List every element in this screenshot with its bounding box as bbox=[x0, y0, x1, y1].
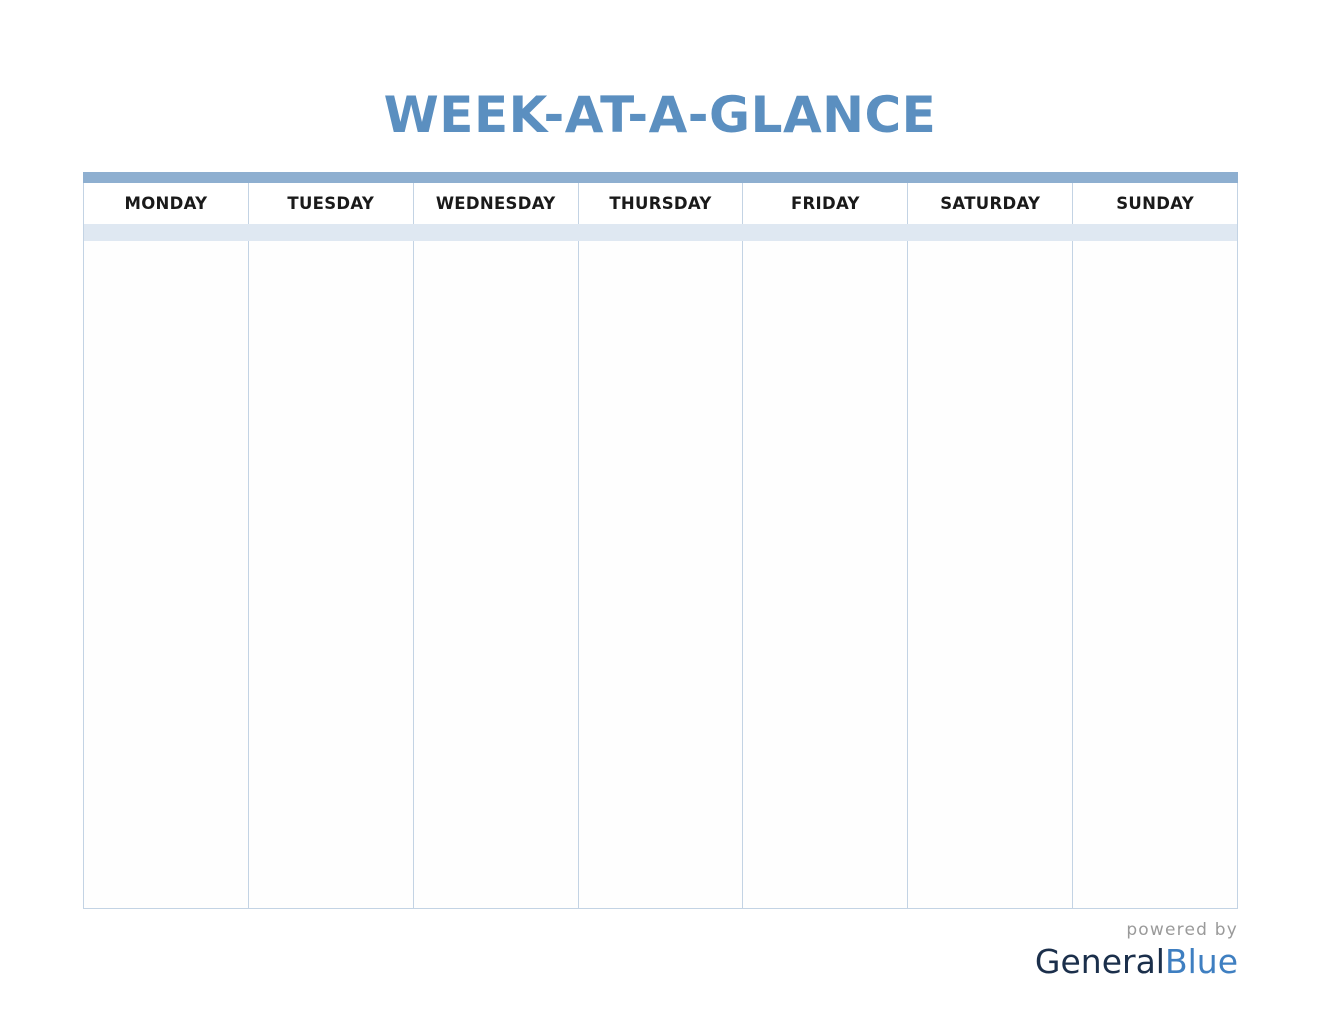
day-header-wednesday: WEDNESDAY bbox=[414, 183, 579, 224]
day-cell-sunday[interactable] bbox=[1073, 241, 1237, 908]
weekly-calendar-table bbox=[83, 172, 1238, 909]
day-cell-friday[interactable] bbox=[743, 241, 908, 908]
day-header-monday: MONDAY bbox=[84, 183, 249, 224]
day-header-row bbox=[83, 183, 1238, 224]
day-header-tuesday: TUESDAY bbox=[249, 183, 414, 224]
day-header-thursday: THURSDAY bbox=[579, 183, 744, 224]
day-header-sunday: SUNDAY bbox=[1116, 194, 1194, 213]
day-cell-thursday[interactable] bbox=[579, 241, 744, 908]
header-accent-bar bbox=[83, 172, 1238, 183]
day-content-row bbox=[83, 241, 1238, 909]
brand-name-blue: Blue bbox=[1164, 942, 1238, 981]
day-cell-monday[interactable] bbox=[84, 241, 249, 908]
page-title: WEEK-AT-A-GLANCE bbox=[383, 86, 937, 144]
header-subtitle-bar bbox=[83, 224, 1238, 241]
day-cell-saturday[interactable] bbox=[908, 241, 1073, 908]
powered-by-label: powered by bbox=[1126, 920, 1238, 940]
day-cell-tuesday[interactable] bbox=[249, 241, 414, 908]
brand-name bbox=[1034, 942, 1238, 981]
day-cell-wednesday[interactable] bbox=[414, 241, 579, 908]
brand-name-general: General bbox=[1034, 942, 1165, 981]
day-header-friday: FRIDAY bbox=[743, 183, 908, 224]
day-header-saturday: SATURDAY bbox=[908, 183, 1073, 224]
brand-logo bbox=[1034, 920, 1238, 981]
